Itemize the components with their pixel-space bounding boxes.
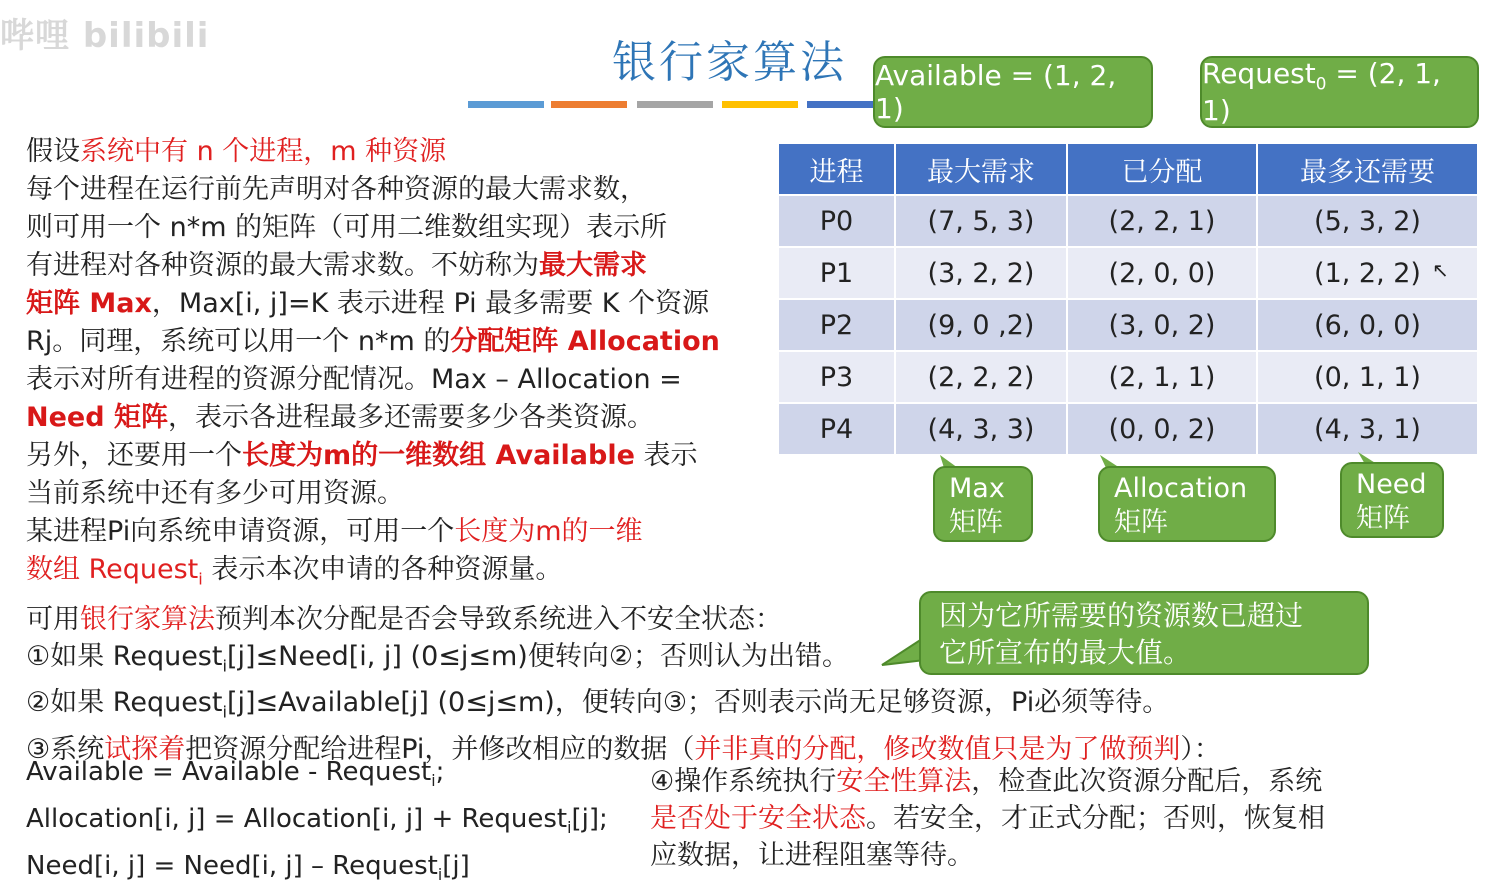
bubble-line-2: 它所宣布的最大值。: [939, 636, 1192, 669]
cell-need: (5, 3, 2): [1257, 195, 1478, 247]
cell-allocated: (2, 0, 0): [1067, 247, 1257, 299]
step4-line-1: ④操作系统执行安全性算法，检查此次资源分配后，系统: [650, 766, 1323, 797]
cell-process: P0: [779, 195, 895, 247]
cell-need: (0, 1, 1): [1257, 351, 1478, 403]
intro-line-4: 有进程对各种资源的最大需求数。不妨称为最大需求: [26, 250, 647, 281]
cell-process: P1: [779, 247, 895, 299]
intro-line-12: 数组 Request$_i$ 表示本次申请的各种资源量。: [26, 554, 563, 589]
mouse-cursor-icon: ↖: [1432, 258, 1449, 282]
max-callout-line-1: Max: [949, 473, 1005, 504]
cell-max: (9, 0 ,2): [895, 299, 1067, 351]
header-allocated: 已分配: [1067, 144, 1257, 195]
step4-line-3: 应数据，让进程阻塞等待。: [650, 840, 974, 871]
algorithm-steps: [26, 601, 1221, 768]
alloc-callout-line-1: Allocation: [1114, 473, 1248, 504]
cell-max: (3, 2, 2): [895, 247, 1067, 299]
cell-need: (1, 2, 2): [1257, 247, 1478, 299]
intro-line-11: 某进程Pi向系统申请资源，可用一个长度为m的一维: [26, 516, 643, 547]
intro-line-5: 矩阵 Max，Max[i, j]=K 表示进程 Pi 最多需要 K 个资源: [26, 288, 710, 319]
cell-max: (4, 3, 3): [895, 403, 1067, 455]
formula-allocation: Allocation[i, j] = Allocation[i, j] + Request$_i$[j];: [26, 804, 608, 838]
cell-process: P2: [779, 299, 895, 351]
intro-line-9: 另外，还要用一个长度为m的一维数组 Available 表示: [26, 440, 698, 471]
bubble-line-1: 因为它所需要的资源数已超过: [939, 599, 1304, 632]
cell-allocated: (3, 0, 2): [1067, 299, 1257, 351]
intro-line-6: Rj。同理，系统可以用一个 n*m 的分配矩阵 Allocation: [26, 326, 720, 357]
step4-line-2: 是否处于安全状态。若安全，才正式分配；否则，恢复相: [650, 803, 1325, 834]
need-callout-line-2: 矩阵: [1356, 503, 1410, 534]
formula-available: Available = Available - Request$_i$;: [26, 757, 445, 791]
step-4: [650, 763, 1325, 874]
cell-allocated: (2, 1, 1): [1067, 351, 1257, 403]
formula-need: Need[i, j] = Need[i, j] – Request$_i$[j]: [26, 851, 470, 885]
cell-max: (7, 5, 3): [895, 195, 1067, 247]
max-matrix-callout: [933, 466, 1033, 542]
cell-process: P4: [779, 403, 895, 455]
cell-need: (4, 3, 1): [1257, 403, 1478, 455]
slide-title: 银行家算法: [612, 37, 847, 88]
available-text: Available = (1, 2, 1): [875, 59, 1117, 125]
allocation-matrix-callout: [1098, 466, 1276, 542]
header-max: 最大需求: [895, 144, 1067, 195]
step-1: ①如果 Request$_i$[j]≤Need[i, j] (0≤j≤m)便转向②；否则认为出错。: [26, 641, 850, 676]
watermark-logo: 哔哩 bilibili: [0, 16, 210, 56]
header-need: 最多还需要: [1257, 144, 1478, 195]
max-callout-line-2: 矩阵: [949, 507, 1003, 538]
cell-allocated: (0, 0, 2): [1067, 403, 1257, 455]
step-2: ②如果 Request$_i$[j]≤Available[j] (0≤j≤m)，便转向③；否则表示尚无足够资源，Pi必须等待。: [26, 687, 1170, 722]
step-intro: 可用银行家算法预判本次分配是否会导致系统进入不安全状态：: [26, 604, 782, 635]
cell-max: (2, 2, 2): [895, 351, 1067, 403]
cell-allocated: (2, 2, 1): [1067, 195, 1257, 247]
intro-line-2: 每个进程在运行前先声明对各种资源的最大需求数，: [26, 174, 647, 205]
intro-line-10: 当前系统中还有多少可用资源。: [26, 478, 404, 509]
step-3: ③系统试探着把资源分配给进程Pi，并修改相应的数据（并非真的分配，修改数值只是为了做预判）：: [26, 733, 1221, 765]
need-matrix-callout: [1340, 462, 1444, 538]
update-formulas: [26, 753, 608, 895]
intro-line-3: 则可用一个 n*m 的矩阵（可用二维数组实现）表示所: [26, 212, 668, 243]
alloc-callout-line-2: 矩阵: [1114, 507, 1168, 538]
intro-line-1: 假设系统中有 n 个进程，m 种资源: [26, 136, 447, 167]
cell-process: P3: [779, 351, 895, 403]
header-process: 进程: [779, 144, 895, 195]
intro-line-8: Need 矩阵，表示各进程最多还需要多少各类资源。: [26, 402, 654, 433]
intro-line-7: 表示对所有进程的资源分配情况。Max – Allocation =: [26, 364, 682, 395]
request-label: Request$_0$ = (2, 1, 1): [1202, 57, 1441, 127]
need-callout-line-1: Need: [1356, 469, 1427, 500]
cell-need: (6, 0, 0): [1257, 299, 1478, 351]
